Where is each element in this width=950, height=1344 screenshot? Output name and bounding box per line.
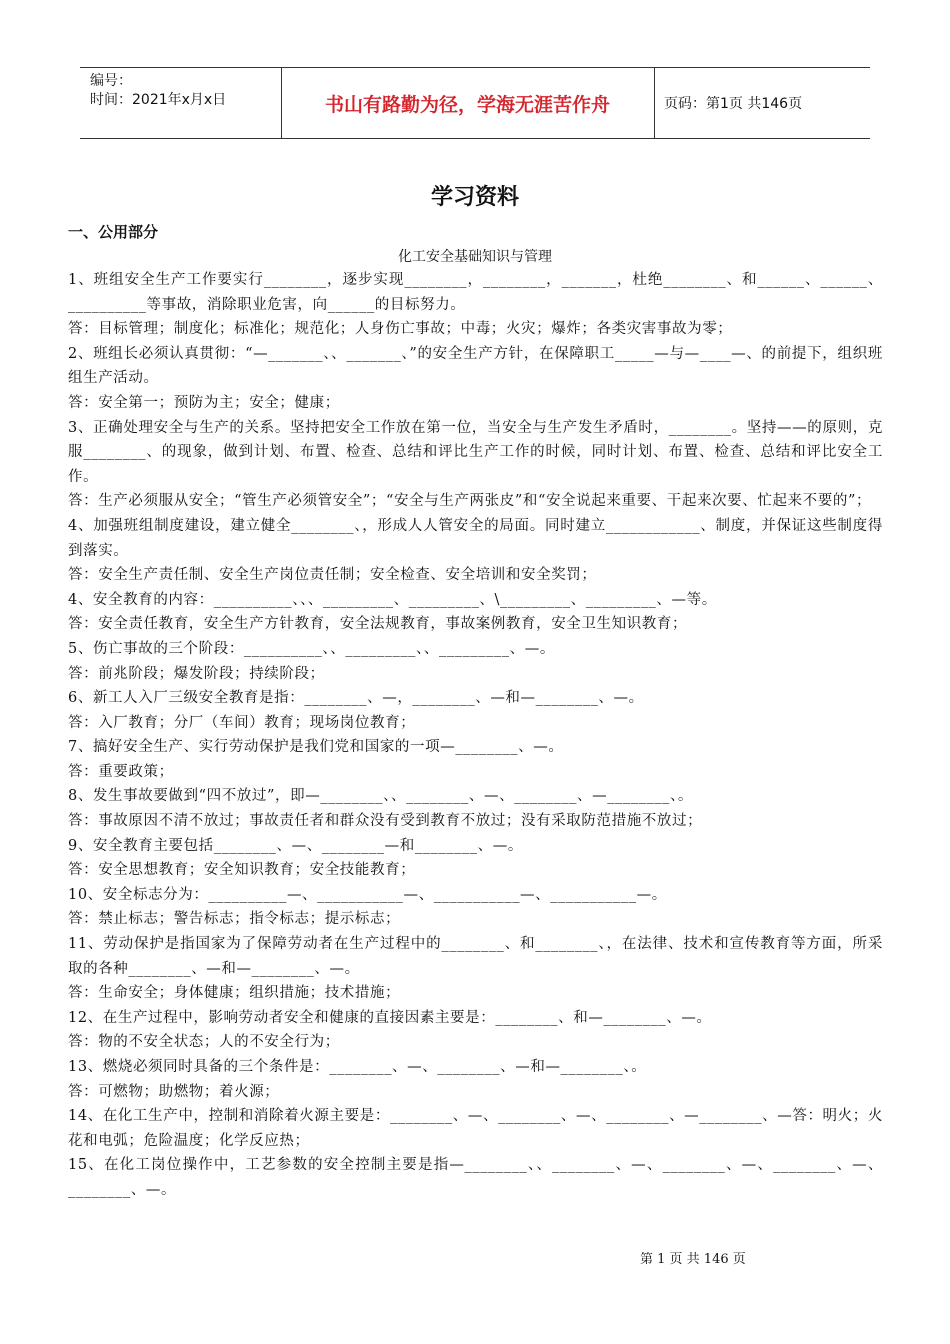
- question-paragraph: 7、搞好安全生产、实行劳动保护是我们党和国家的一项—________、—。: [68, 739, 564, 756]
- question-paragraph: 9、安全教育主要包括________、—、________—和________、—。: [68, 837, 523, 854]
- question-paragraph: 13、燃烧必须同时具备的三个条件是：________、—、________、—和—________、。: [68, 1059, 647, 1075]
- answer-paragraph: 答：安全思想教育；安全知识教育；安全技能教育；: [68, 862, 416, 879]
- doc-number-label: 编号：: [90, 73, 132, 89]
- header-info: [90, 72, 226, 110]
- question-paragraph: 14、在化工生产中，控制和消除着火源主要是：________、—、________、—、________、—________、—答：明火；火花和电弧；危险温度；化学反应热；: [68, 1108, 883, 1149]
- question-paragraph: 6、新工人入厂三级安全教育是指：________、—，________、—和—________、—。: [68, 690, 644, 707]
- answer-paragraph: 答：入厂教育；分厂（车间）教育；现场岗位教育；: [68, 714, 416, 731]
- document-header: [80, 67, 870, 139]
- question-paragraph: 12、在生产过程中，影响劳动者安全和健康的直接因素主要是：________、和—________、—。: [68, 1009, 712, 1026]
- answer-paragraph: 答：生命安全；身体健康；组织措施；技术措施；: [68, 985, 401, 1002]
- question-paragraph: 15、在化工岗位操作中，工艺参数的安全控制主要是指—________、、________、—、________、—、________、—、________、—。: [68, 1157, 883, 1198]
- document-title: 学习资料: [430, 185, 519, 210]
- answer-paragraph: 答：前兆阶段；爆发阶段；持续阶段；: [68, 665, 325, 682]
- answer-paragraph: 答：物的不安全状态；人的不安全行为；: [68, 1034, 340, 1051]
- answer-paragraph: 答：可燃物；助燃物；着火源；: [68, 1083, 280, 1100]
- question-paragraph: 10、安全标志分为：__________—、___________—、___________—、___________—。: [68, 886, 667, 903]
- answer-paragraph: 答：生产必须服从安全；“管生产必须管安全”；“安全与生产两张皮”和“安全说起来重要、干起来次要、忙起来不要的”；: [68, 493, 872, 510]
- answer-paragraph: 答：安全生产责任制、安全生产岗位责任制；安全检查、安全培训和安全奖罚；: [68, 567, 597, 584]
- section-heading: 一、公用部分: [68, 223, 159, 241]
- answer-paragraph: 答：重要政策；: [68, 763, 174, 780]
- answer-paragraph: 答：目标管理；制度化；标准化；规范化；人身伤亡事故；中毒；火灾；爆炸；各类灾害事故为零；: [68, 321, 733, 338]
- question-paragraph: 4、加强班组制度建设，建立健全________、，形成人人管安全的局面。同时建立____________、制度，并保证这些制度得到落实。: [68, 517, 883, 559]
- answer-paragraph: 答：事故原因不清不放过；事故责任者和群众没有受到教育不放过；没有采取防范措施不放过；: [68, 813, 703, 830]
- answer-paragraph: 答：安全第一；预防为主；安全；健康；: [68, 394, 340, 411]
- answer-paragraph: 答：禁止标志；警告标志；指令标志；提示标志；: [68, 911, 401, 928]
- question-paragraph: 11、劳动保护是指国家为了保障劳动者在生产过程中的________、和________、，在法律、技术和宣传教育等方面，所采取的各种________、—和—________、—。: [68, 936, 883, 977]
- question-paragraph: 2、班组长必须认真贯彻：“—_______、、_______、”的安全生产方针，在保障职工_____—与—____—、的前提下，组织班组生产活动。: [68, 345, 883, 387]
- question-paragraph: 5、伤亡事故的三个阶段：__________、、_________、、_________、—。: [68, 640, 555, 657]
- question-paragraph: 3、正确处理安全与生产的关系。坚持把安全工作放在第一位，当安全与生产发生矛盾时，________。坚持——的原则，克服________、的现象，做到计划、布置、检查、总结和评比生产工作的时候，同时计划、布置、检查、总结和评比安全工作。: [68, 419, 883, 485]
- page-footer: 第 1 页 共 146 页: [640, 1252, 746, 1267]
- subtitle: 化工安全基础知识与管理: [398, 249, 552, 265]
- question-paragraph: 4、安全教育的内容：__________、、、_________、_________、\_________、_________、—等。: [68, 591, 717, 608]
- header-motto: 书山有路勤为径，学海无涯苦作舟: [324, 93, 610, 116]
- question-list: [68, 268, 883, 1203]
- header-page-label: 页码：第1页 共146页: [664, 96, 803, 112]
- question-paragraph: 1、班组安全生产工作要实行________，逐步实现________，________，_______，杜绝________、和______、______、__________等事故，消除职业危害，向______的目标努力。: [68, 272, 883, 313]
- question-paragraph: 8、发生事故要做到“四不放过”，即—________、、________、—、________、—________、。: [68, 788, 693, 805]
- doc-date-label: 时间：2021年x月x日: [90, 92, 227, 108]
- answer-paragraph: 答：安全责任教育，安全生产方针教育，安全法规教育，事故案例教育，安全卫生知识教育；: [68, 616, 688, 633]
